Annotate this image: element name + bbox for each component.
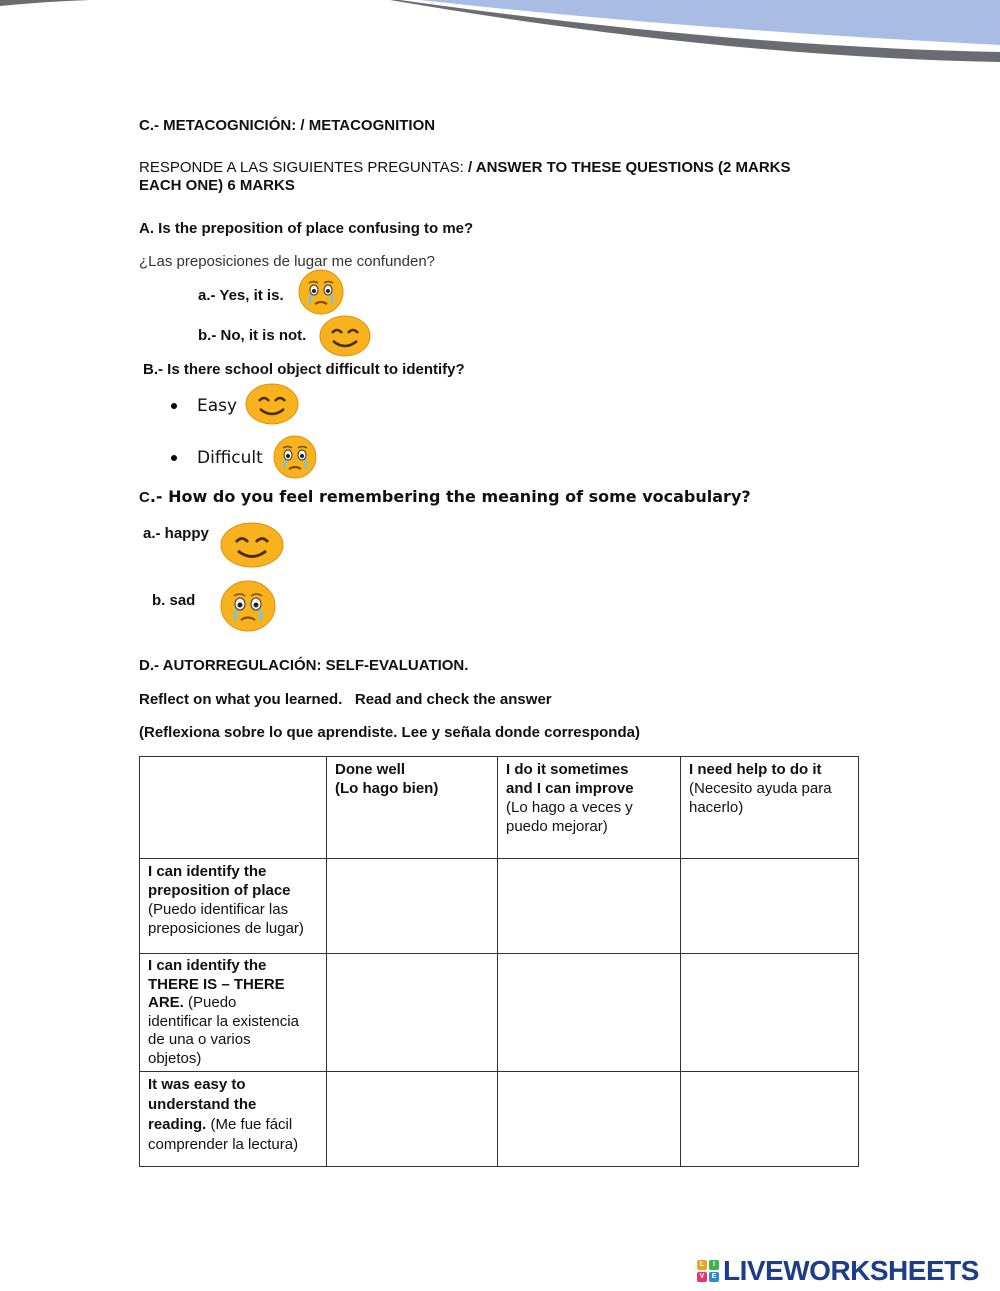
section-d-title: D.- AUTORREGULACIÓN: SELF-EVALUATION. — [139, 657, 469, 674]
check-cell[interactable] — [498, 954, 681, 1072]
question-c-title — [139, 487, 751, 507]
table-header-cell: Done well (Lo hago bien) — [327, 757, 498, 859]
question-c-prefix: C — [139, 489, 150, 506]
logo-blocks-icon: L I V E — [697, 1260, 719, 1282]
liveworksheets-logo[interactable] — [697, 1256, 979, 1286]
instruction-spanish: RESPONDE A LAS SIGUIENTES PREGUNTAS: — [139, 159, 468, 176]
logo-text: LIVEWORKSHEETS — [723, 1255, 979, 1286]
question-b-option-difficult[interactable]: Difficult — [197, 448, 263, 468]
table-row — [140, 859, 859, 954]
smiling-face-icon[interactable] — [245, 383, 299, 425]
check-cell[interactable] — [681, 859, 859, 954]
question-a-subtitle: ¿Las preposiciones de lugar me confunden? — [139, 253, 436, 270]
check-cell[interactable] — [327, 954, 498, 1072]
table-row — [140, 1072, 859, 1167]
table-header-cell — [140, 757, 327, 859]
question-b-title: B.- Is there school object difficult to identify? — [143, 361, 465, 378]
crying-face-icon[interactable] — [220, 580, 276, 632]
question-c-option-b[interactable]: b. sad — [152, 592, 196, 609]
question-c-text: .- How do you feel remembering the meaning of some vocabulary? — [149, 487, 751, 506]
check-cell[interactable] — [327, 859, 498, 954]
check-cell[interactable] — [498, 859, 681, 954]
smiling-face-icon[interactable] — [220, 522, 284, 568]
question-a-title: A. Is the preposition of place confusing to me? — [139, 220, 474, 237]
question-b-option-easy[interactable]: Easy — [197, 396, 238, 416]
question-a-option-a[interactable]: a.- Yes, it is. — [198, 287, 284, 304]
table-header-cell: I do it sometimes and I can improve (Lo hago a veces y puedo mejorar) — [498, 757, 681, 859]
instruction-text — [139, 159, 869, 195]
instruction-english: / ANSWER TO THESE QUESTIONS (2 MARKS — [467, 159, 791, 176]
table-header-cell: I need help to do it (Necesito ayuda para hacerlo) — [681, 757, 859, 859]
section-c-title: C.- METACOGNICIÓN: / METACOGNITION — [139, 117, 436, 134]
instruction-marks: EACH ONE) 6 MARKS — [139, 177, 295, 194]
table-header-row — [140, 757, 859, 859]
table-row-label: It was easy to understand the reading. (Me fue fácil comprender la lectura) — [140, 1072, 327, 1167]
section-d-line1: Reflect on what you learned. Read and check the answer — [139, 691, 552, 708]
check-cell[interactable] — [681, 1072, 859, 1167]
check-cell[interactable] — [327, 1072, 498, 1167]
section-d-line2: (Reflexiona sobre lo que aprendiste. Lee y señala donde corresponda) — [139, 724, 640, 741]
check-cell[interactable] — [681, 954, 859, 1072]
header-swoosh — [0, 0, 1000, 80]
table-row-label: I can identify the THERE IS – THERE ARE. (Puedo identificar la existencia de una o varios objetos) — [140, 954, 327, 1072]
smiling-face-icon[interactable] — [319, 315, 371, 357]
crying-face-icon[interactable] — [296, 267, 346, 317]
self-evaluation-table — [139, 756, 859, 1167]
bullet-icon — [171, 455, 177, 461]
check-cell[interactable] — [498, 1072, 681, 1167]
question-c-option-a[interactable]: a.- happy — [143, 525, 209, 542]
question-a-option-b[interactable]: b.- No, it is not. — [198, 327, 307, 344]
table-row — [140, 954, 859, 1072]
crying-face-icon[interactable] — [271, 434, 319, 480]
bullet-icon — [171, 403, 177, 409]
table-row-label: I can identify the preposition of place (Puedo identificar las preposiciones de lugar) — [140, 859, 327, 954]
